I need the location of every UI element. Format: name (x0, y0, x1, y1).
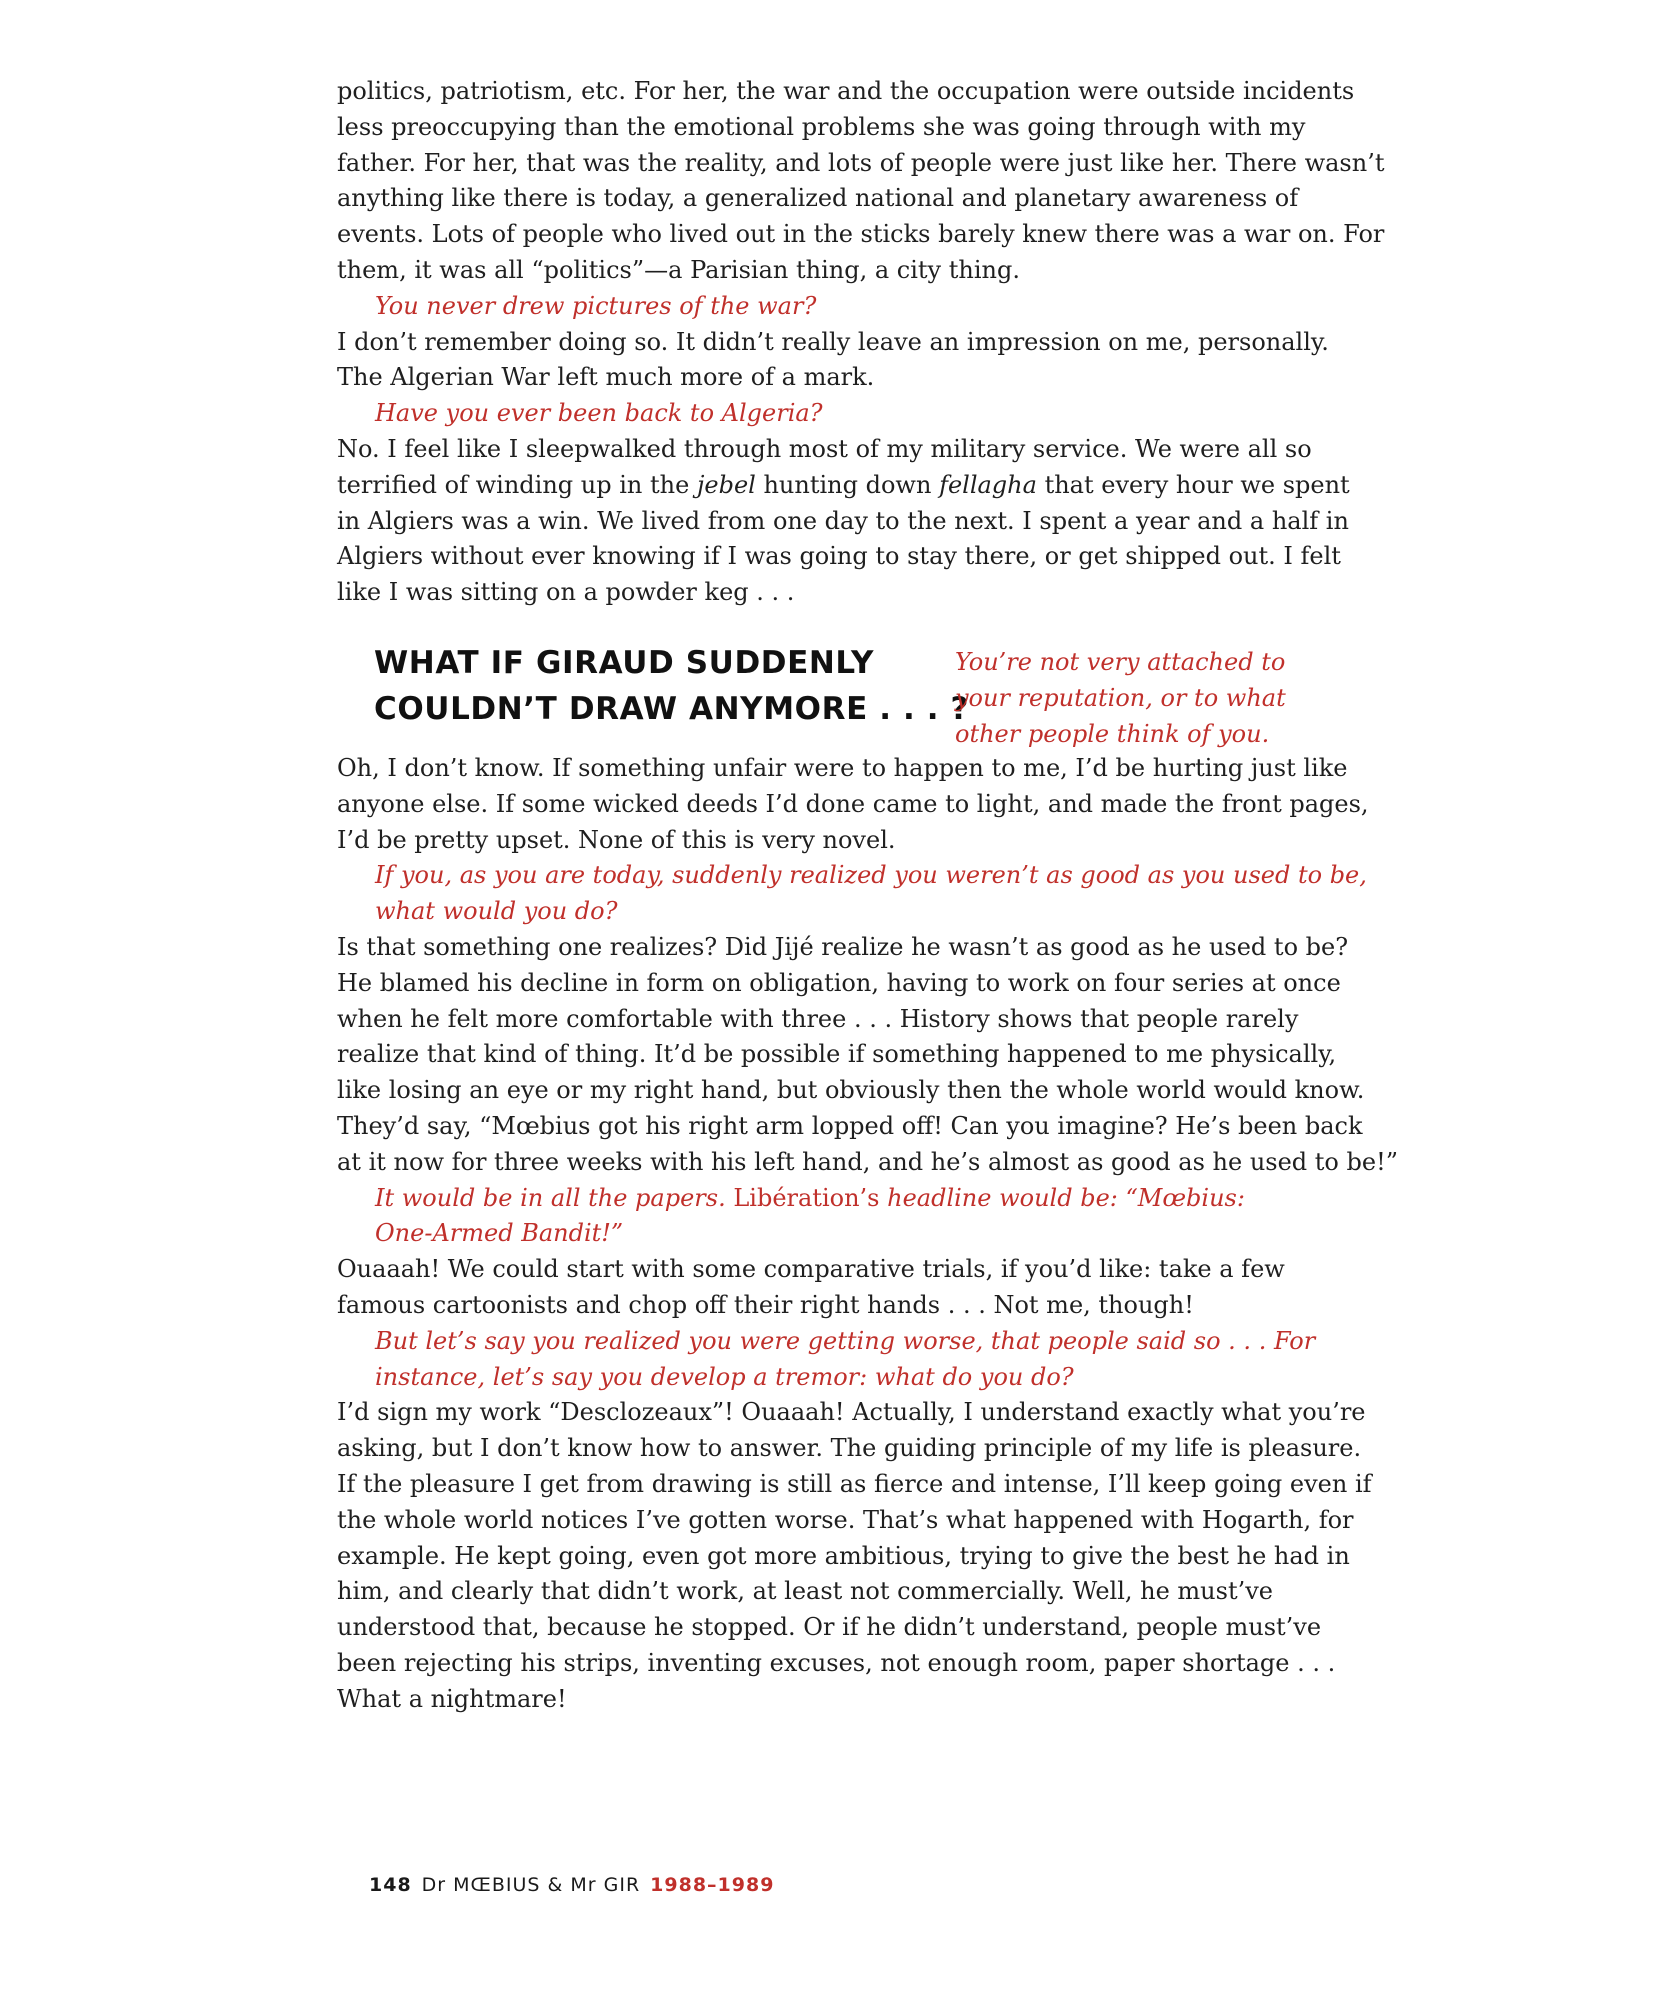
answer-line: politics, patriotism, etc. For her, the war and the occupation were outside incidents (337, 77, 1355, 105)
question-line: Have you ever been back to Algeria? (375, 399, 823, 428)
side-question (955, 645, 1286, 752)
section-heading (374, 640, 969, 732)
answer-line: when he felt more comfortable with three . . . History shows that people rarely (337, 1004, 1299, 1033)
page-footer (369, 1874, 774, 1896)
answer-line: terrified of winding up in the jebel hunting down fellagha that every hour we spent (337, 470, 1350, 499)
side-question-line: your reputation, or to what (955, 683, 1286, 712)
answer-line: famous cartoonists and chop off their right hands . . . Not me, though! (337, 1290, 1194, 1319)
answer-line: What a nightmare! (337, 1684, 567, 1713)
answer-line: anyone else. If some wicked deeds I’d done came to light, and made the front pages, (337, 789, 1369, 818)
section-heading-line-2: COULDN’T DRAW ANYMORE . . . ? (374, 691, 970, 727)
body-text-top (337, 74, 1385, 611)
answer-line: less preoccupying than the emotional problems she was going through with my (337, 112, 1306, 141)
question-line: what would you do? (375, 897, 618, 926)
answer-line: father. For her, that was the reality, and lots of people were just like her. There wasn’t (337, 148, 1385, 177)
question-line: But let’s say you realized you were getting worse, that people said so . . . For (375, 1326, 1316, 1355)
answer-line: at it now for three weeks with his left hand, and he’s almost as good as he used to be!” (337, 1147, 1398, 1176)
answer-line: him, and clearly that didn’t work, at least not commercially. Well, he must’ve (337, 1577, 1273, 1606)
question-line: One-Armed Bandit!” (375, 1219, 624, 1248)
answer-line: He blamed his decline in form on obligation, having to work on four series at once (337, 968, 1341, 997)
answer-line: Ouaaah! We could start with some comparative trials, if you’d like: take a few (337, 1255, 1285, 1284)
answer-line: I’d sign my work “Desclozeaux”! Ouaaah! Actually, I understand exactly what you’re (337, 1398, 1366, 1427)
question-line: If you, as you are today, suddenly realized you weren’t as good as you used to be, (375, 861, 1367, 890)
emphasis: Libération’s (733, 1183, 880, 1212)
answer-line: Algiers without ever knowing if I was going to stay there, or get shipped out. I felt (337, 542, 1341, 571)
answer-line: I don’t remember doing so. It didn’t really leave an impression on me, personally. (337, 327, 1329, 356)
answer-line: been rejecting his strips, inventing excuses, not enough room, paper shortage . . . (337, 1648, 1336, 1677)
answer-line: The Algerian War left much more of a mark. (337, 363, 875, 392)
emphasis: jebel (696, 470, 756, 499)
book-title: Dr MŒBIUS & Mr GIR (421, 1874, 641, 1896)
answer-line: understood that, because he stopped. Or if he didn’t understand, people must’ve (337, 1613, 1322, 1642)
answer-line: example. He kept going, even got more ambitious, trying to give the best he had in (337, 1541, 1350, 1570)
answer-line: Is that something one realizes? Did Jijé realize he wasn’t as good as he used to be? (337, 932, 1349, 961)
answer-line: in Algiers was a win. We lived from one day to the next. I spent a year and a half in (337, 506, 1349, 535)
answer-line: realize that kind of thing. It’d be possible if something happened to me physically, (337, 1040, 1337, 1069)
question-line: It would be in all the papers. Libération’s headline would be: “Mœbius: (375, 1183, 1245, 1212)
answer-line: I’d be pretty upset. None of this is very novel. (337, 825, 896, 854)
answer-line: like I was sitting on a powder keg . . . (337, 578, 795, 607)
answer-line: events. Lots of people who lived out in the sticks barely knew there was a war on. For (337, 220, 1385, 249)
body-text-bottom (337, 751, 1398, 1718)
question-line: instance, let’s say you develop a tremor: what do you do? (375, 1362, 1074, 1391)
answer-line: them, it was all “politics”—a Parisian thing, a city thing. (337, 255, 1020, 284)
chapter-years: 1988–1989 (650, 1874, 775, 1896)
page-number: 148 (369, 1874, 412, 1896)
answer-line: No. I feel like I sleepwalked through most of my military service. We were all so (337, 434, 1312, 463)
side-question-line: other people think of you. (955, 719, 1270, 748)
answer-line: the whole world notices I’ve gotten worse. That’s what happened with Hogarth, for (337, 1505, 1354, 1534)
section-heading-line-1: WHAT IF GIRAUD SUDDENLY (374, 645, 875, 681)
answer-line: If the pleasure I get from drawing is still as fierce and intense, I’ll keep going even if (337, 1469, 1372, 1498)
question-line: You never drew pictures of the war? (375, 291, 817, 320)
answer-line: anything like there is today, a generalized national and planetary awareness of (337, 184, 1299, 213)
emphasis: fellagha (939, 470, 1037, 499)
answer-line: Oh, I don’t know. If something unfair were to happen to me, I’d be hurting just like (337, 754, 1348, 782)
answer-line: They’d say, “Mœbius got his right arm lopped off! Can you imagine? He’s been back (337, 1111, 1363, 1140)
answer-line: asking, but I don’t know how to answer. The guiding principle of my life is pleasure. (337, 1434, 1362, 1463)
side-question-line: You’re not very attached to (955, 648, 1286, 676)
answer-line: like losing an eye or my right hand, but obviously then the whole world would know. (337, 1076, 1365, 1105)
